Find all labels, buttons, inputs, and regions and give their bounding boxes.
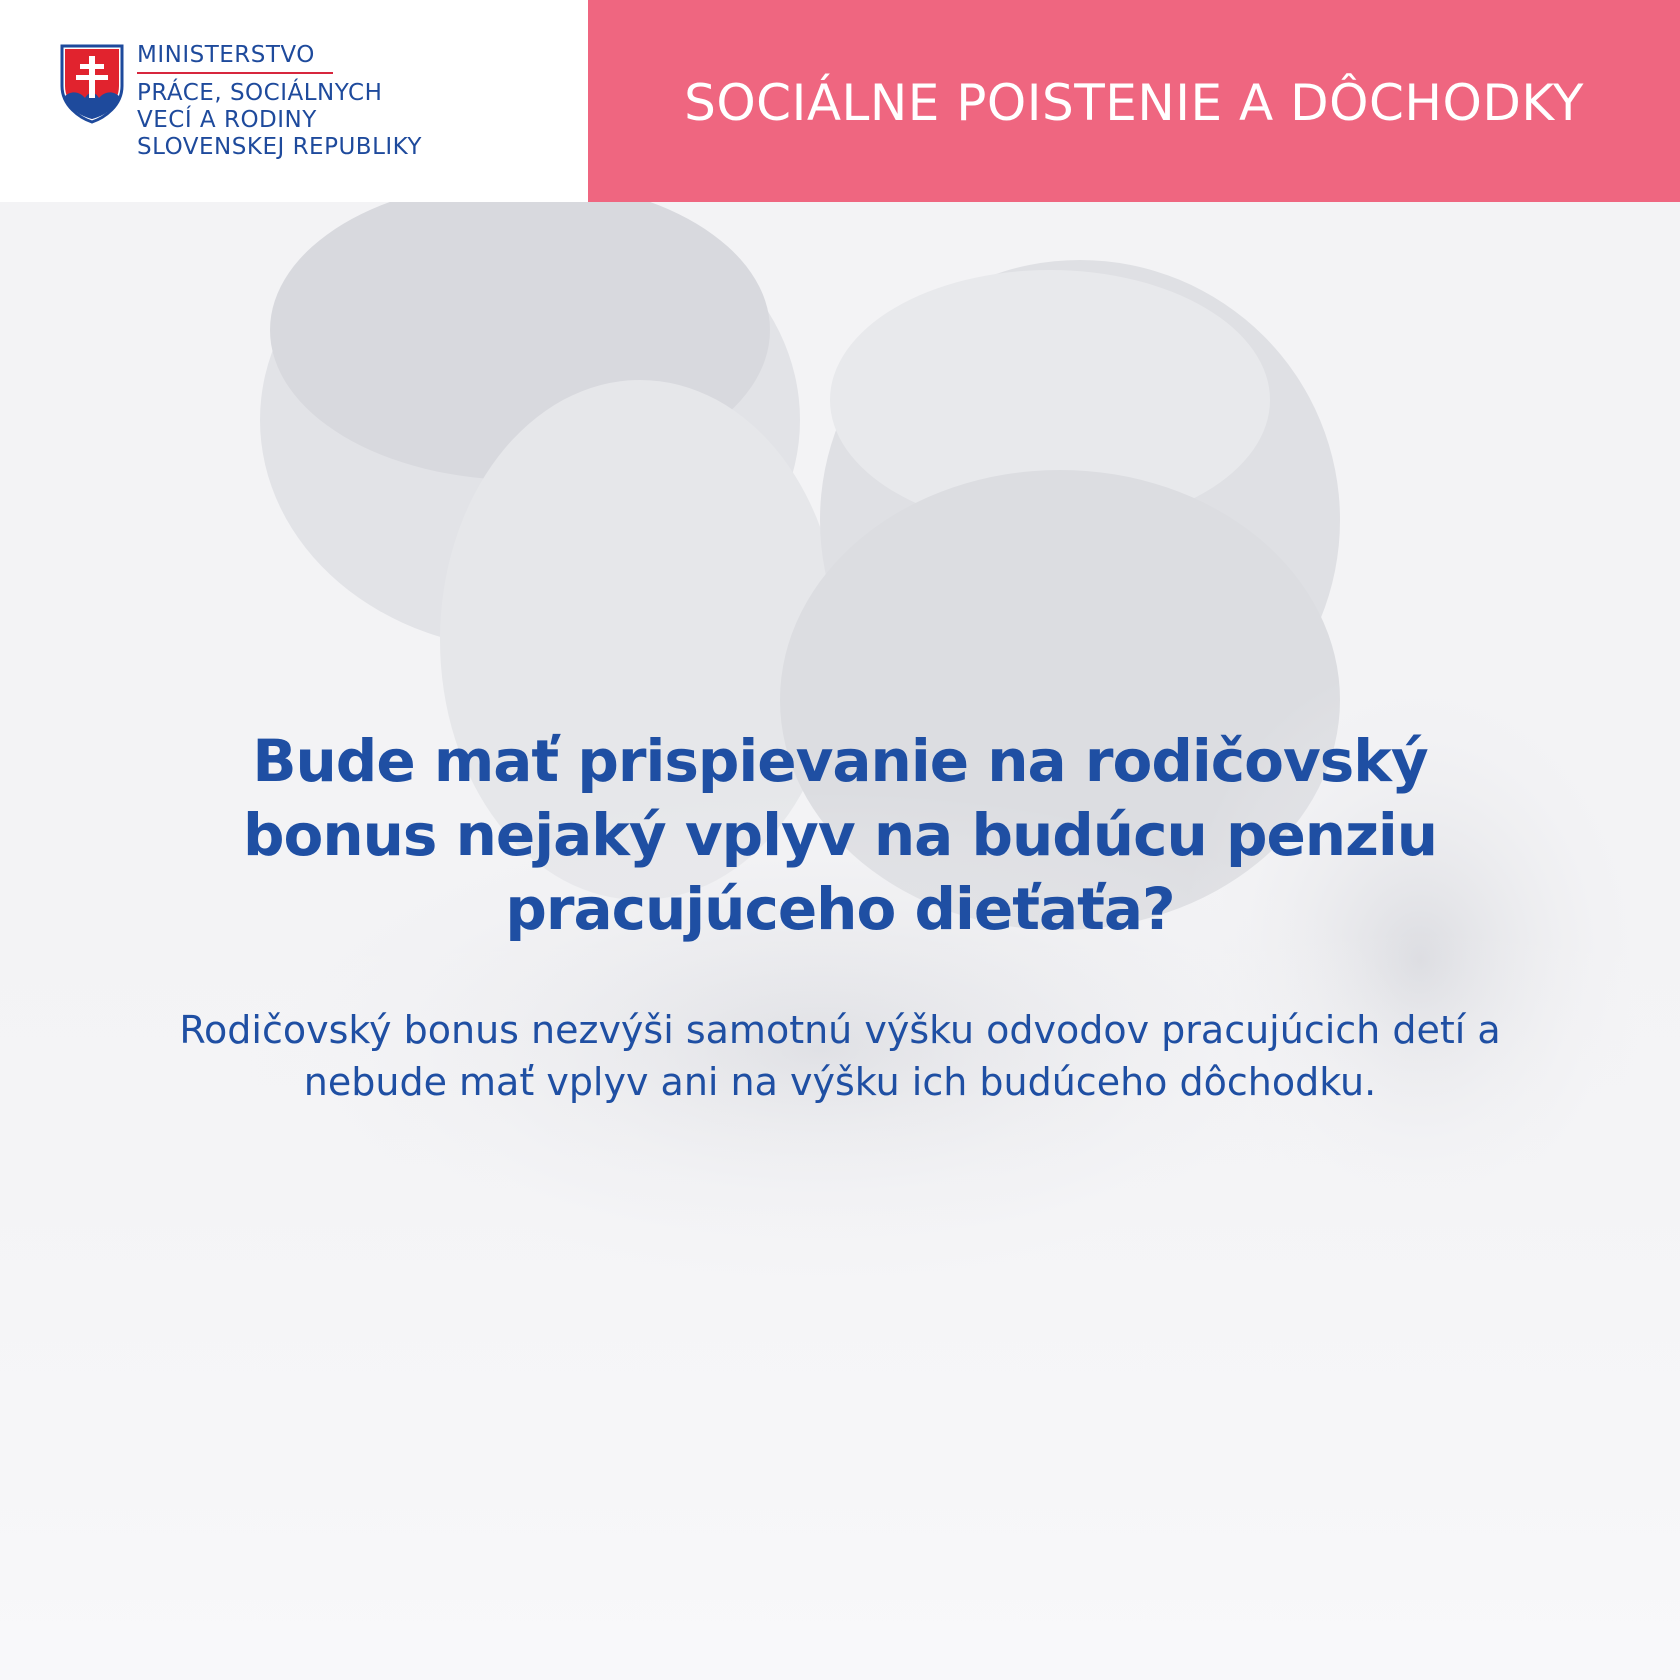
ministry-divider [137,72,333,74]
ministry-logo[interactable] [0,0,588,202]
category-title: SOCIÁLNE POISTENIE A DÔCHODKY [684,74,1584,132]
ministry-name [137,40,567,161]
coat-of-arms-icon [58,44,126,124]
answer-text: Rodičovský bonus nezvýši samotnú výšku odvodov pracujúcich detí a nebude mať vplyv ani na výšku ich budúceho dôchodku. [179,1008,1501,1104]
category-banner [588,0,1680,202]
ministry-name-line1: MINISTERSTVO [137,42,315,68]
ministry-name-line3: VECÍ A RODINY [137,107,317,133]
ministry-name-line4: SLOVENSKEJ REPUBLIKY [137,134,422,160]
ministry-name-line2: PRÁCE, SOCIÁLNYCH [137,80,383,106]
question-heading: Bude mať prispievanie na rodičovský bonus nejaký vplyv na budúcu penziu pracujúceho dieťaťa? [242,727,1438,943]
